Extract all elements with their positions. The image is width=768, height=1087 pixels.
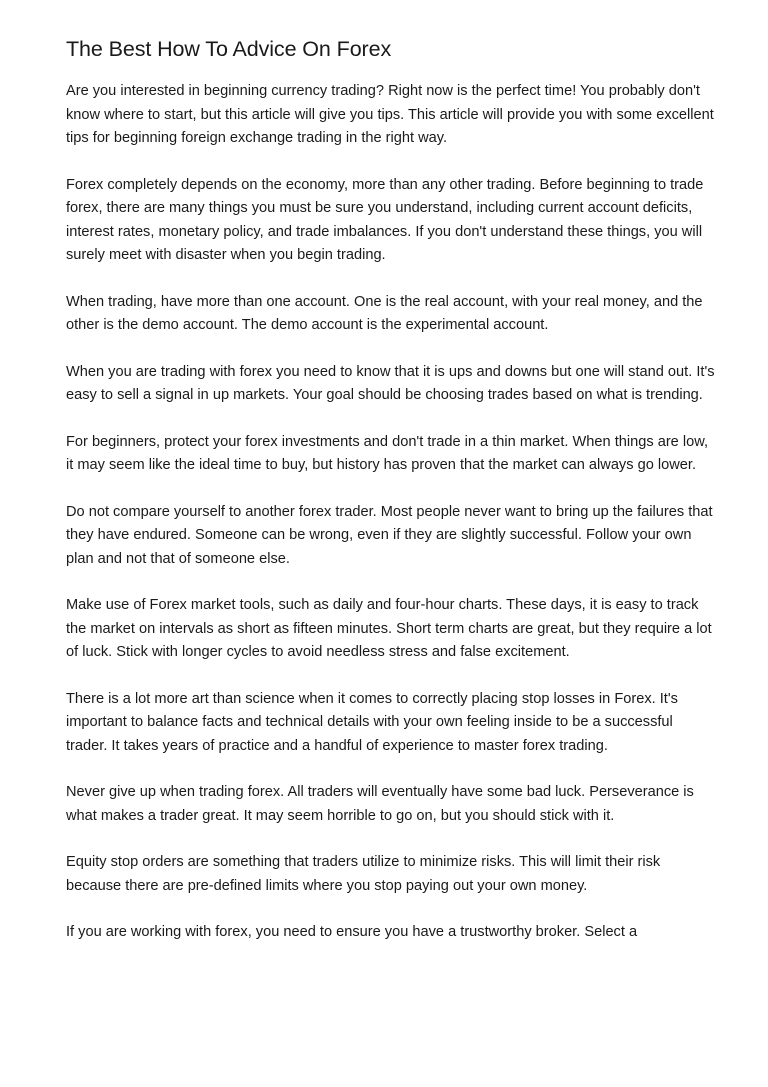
paragraph-3: When trading, have more than one account. One is the real account, with your real money, and the other is the demo account. The demo account is the experimental account. <box>66 293 703 333</box>
paragraph-4: When you are trading with forex you need to know that it is ups and downs but one will stand out. It's easy to sell a signal in up markets. Your goal should be choosing trades based on what is trending. <box>66 363 715 403</box>
page-title: The Best How To Advice On Forex <box>66 37 392 61</box>
paragraph-6: Do not compare yourself to another forex trader. Most people never want to bring up the failures that they have endured. Someone can be wrong, even if they are slightly successful. Follow your own plan and not that of someone else. <box>66 503 713 567</box>
paragraph-9: Never give up when trading forex. All traders will eventually have some bad luck. Perseverance is what makes a trader great. It may seem horrible to go on, but you should stick with it. <box>66 784 694 824</box>
paragraph-8: There is a lot more art than science when it comes to correctly placing stop losses in Forex. It's important to balance facts and technical details with your own feeling inside to be a successful trader. It takes years of practice and a handful of experience to master forex trading. <box>66 690 678 754</box>
document-page <box>66 34 716 968</box>
paragraph-1: Are you interested in beginning currency trading? Right now is the perfect time! You probably don't know where to start, but this article will give you tips. This article will provide you with some excellent tips for beginning foreign exchange trading in the right way. <box>66 83 714 146</box>
paragraph-5: For beginners, protect your forex investments and don't trade in a thin market. When things are low, it may seem like the ideal time to buy, but history has proven that the market can always go lower. <box>66 433 708 473</box>
paragraph-10: Equity stop orders are something that traders utilize to minimize risks. This will limit their risk because there are pre-defined limits where you stop paying out your own money. <box>66 854 661 894</box>
paragraph-7: Make use of Forex market tools, such as daily and four-hour charts. These days, it is easy to track the market on intervals as short as fifteen minutes. Short term charts are great, but they require a lot of luck. Stick with longer cycles to avoid needless stress and false excitement. <box>66 597 712 660</box>
paragraph-2: Forex completely depends on the economy, more than any other trading. Before beginning to trade forex, there are many things you must be sure you understand, including current account deficits, interest rates, monetary policy, and trade imbalances. If you don't understand these things, you will surely meet with disaster when you begin trading. <box>66 176 704 263</box>
paragraph-11: If you are working with forex, you need to ensure you have a trustworthy broker. Select a <box>66 924 638 940</box>
